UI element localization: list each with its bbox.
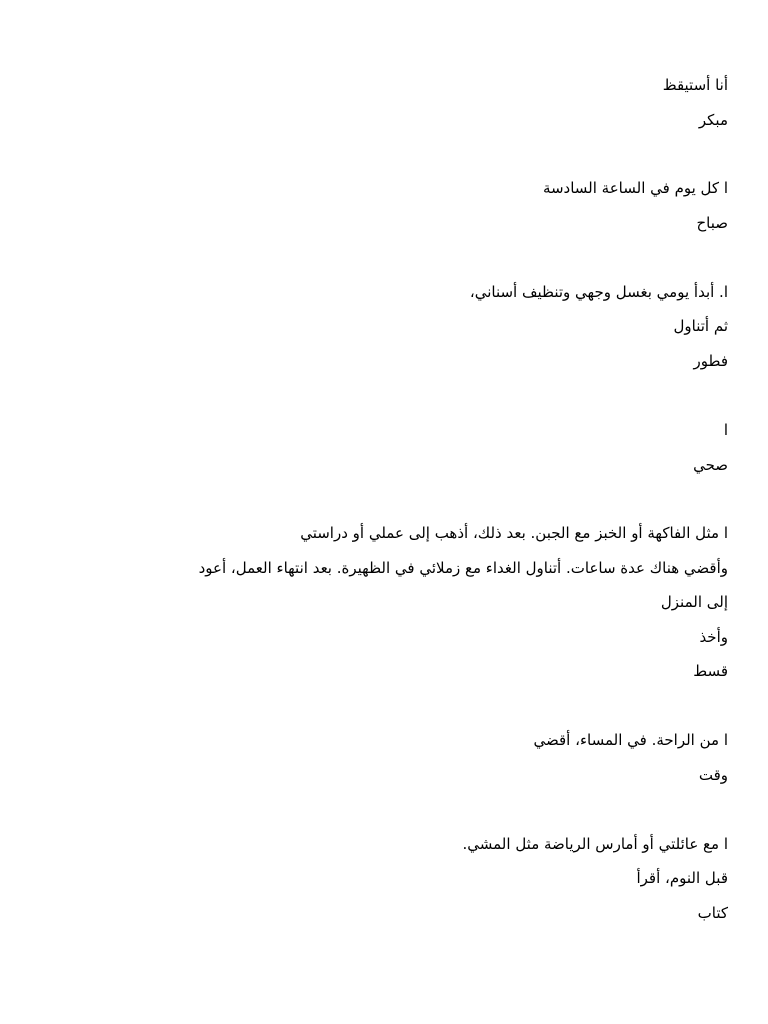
text-line: إلى المنزل — [660, 593, 728, 611]
text-line: صباح — [696, 214, 728, 232]
text-line: وأخذ — [699, 628, 728, 646]
text-line: أنا أستيقظ — [662, 76, 728, 94]
text-line: ا مثل الفاكهة أو الخبز مع الجبن. بعد ذلك، أذهب إلى عملي أو دراستي — [300, 524, 728, 542]
text-line: ا — [723, 421, 728, 439]
text-line: ا مع عائلتي أو أمارس الرياضة مثل المشي. — [462, 835, 728, 853]
text-line: ا كل يوم في الساعة السادسة — [542, 179, 728, 197]
text-line: ثم أتناول — [673, 317, 728, 335]
text-line: ا من الراحة. في المساء، أقضي — [533, 731, 728, 749]
text-line: صحي — [693, 456, 728, 474]
text-line: ا. أبدأ يومي بغسل وجهي وتنظيف أسناني، — [469, 283, 728, 301]
text-line: مبكر — [698, 111, 728, 129]
text-line: وقت — [698, 766, 728, 784]
text-line: كتاب — [697, 904, 728, 922]
text-line: فطور — [693, 352, 728, 370]
text-line: وأقضي هناك عدة ساعات. أتناول الغداء مع زملائي في الظهيرة. بعد انتهاء العمل، أعود — [198, 559, 728, 577]
text-line: قبل النوم، أقرأ — [636, 869, 728, 887]
text-line: قسط — [693, 662, 728, 680]
